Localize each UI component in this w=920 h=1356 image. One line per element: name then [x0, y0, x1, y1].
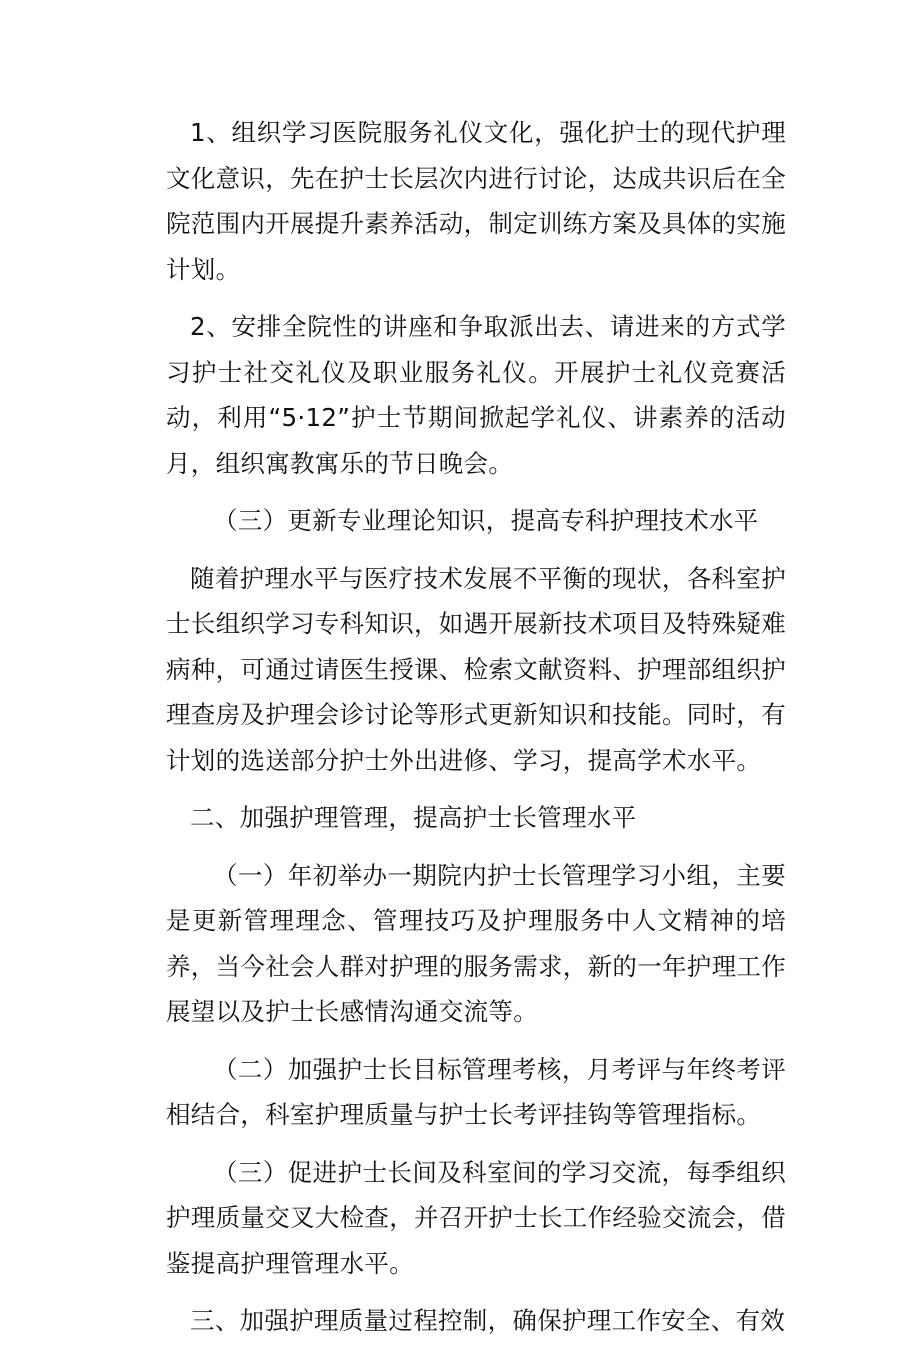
subsection-heading-3: （三）更新专业理论知识，提高专科护理技术水平 [213, 506, 759, 535]
section-heading-3: 三、加强护理质量过程控制，确保护理工作安全、有效 [190, 1306, 786, 1335]
section-heading-2: 二、加强护理管理，提高护士长管理水平 [190, 803, 637, 832]
paragraph-specialty-study: 随着护理水平与医疗技术发展不平衡的现状，各科室护士长组织学习专科知识，如遇开展新技术项目及特殊疑难病种，可通过请医生授课、检索文献资料、护理部组织护理查房及护理会诊讨论等形式更新知识和技能。同时，有计划的选送部分护士外出进修、学习，提高学术水平。 [166, 563, 786, 775]
subsection-3-paragraph: （三）促进护士长间及科室间的学习交流，每季组织护理质量交叉大检查，并召开护士长工作经验交流会，借鉴提高护理管理水平。 [166, 1157, 786, 1278]
subsection-1-paragraph: （一）年初举办一期院内护士长管理学习小组，主要是更新管理理念、管理技巧及护理服务中人文精神的培养，当今社会人群对护理的服务需求，新的一年护理工作展望以及护士长感情沟通交流等。 [166, 860, 786, 1026]
subsection-2-paragraph: （二）加强护士长目标管理考核，月考评与年终考评相结合，科室护理质量与护士长考评挂钩等管理指标。 [166, 1054, 786, 1129]
paragraph-item-2: 2、安排全院性的讲座和争取派出去、请进来的方式学习护士社交礼仪及职业服务礼仪。开展护士礼仪竞赛活动，利用“5·12”护士节期间掀起学礼仪、讲素养的活动月，组织寓教寓乐的节日晚会。 [166, 312, 786, 478]
document-body [166, 110, 786, 1356]
paragraph-item-1: 1、组织学习医院服务礼仪文化，强化护士的现代护理文化意识，先在护士长层次内进行讨论，达成共识后在全院范围内开展提升素养活动，制定训练方案及具体的实施计划。 [166, 118, 786, 284]
